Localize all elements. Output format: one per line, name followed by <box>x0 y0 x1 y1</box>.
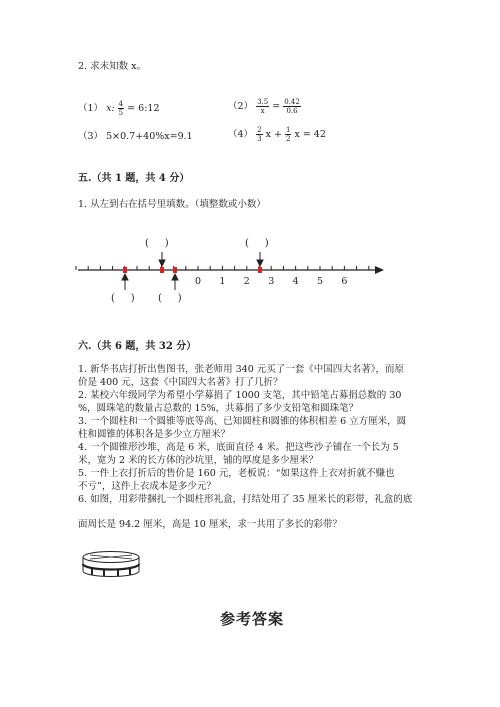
fraction: $\frac{0.42}{0.6}$ <box>284 98 300 115</box>
equation-text: x = 42 <box>294 129 326 140</box>
problem-line: 5. 一件上衣打折后的售价是 160 元，老板说：“如果这件上衣对折就不赚也 <box>78 468 395 479</box>
equation-label: （3） <box>78 131 104 142</box>
fraction: $\frac{3.5}{x}$ <box>257 98 269 115</box>
problem-line: 3. 一个圆柱和一个圆锥等底等高、已知圆柱和圆锥的体积相差 6 立方厘米，圆 <box>78 416 407 427</box>
tick-label: 2 <box>243 276 250 287</box>
fraction: $\frac{1}{2}$ <box>285 126 291 143</box>
equation-text: = 6:12 <box>127 103 160 114</box>
equation-text: = <box>272 101 281 112</box>
equation-label: （4） <box>228 129 254 140</box>
answer-blank-top-2[interactable]: ( ) <box>245 238 269 249</box>
problem-line: 2. 某校六年级同学为希望小学募捐了 1000 支笔，其中铅笔占募捐总数的 30 <box>78 390 402 401</box>
problem-line: 价是 400 元，这套《中国四大名著》打了几折？ <box>78 377 283 388</box>
equation-label: （1） <box>78 103 104 114</box>
problem-line: 6. 如图，用彩带捆扎一个圆柱形礼盒，打结处用了 35 厘米长的彩带，礼盒的底 <box>78 494 413 505</box>
problem-line: 米，宽为 2 米的长方体的沙坑里，铺的厚度是多少厘米？ <box>78 455 319 466</box>
question-2-title: 2. 求未知数 x。 <box>78 61 146 72</box>
pointer-arrows <box>122 252 263 290</box>
equation-label: （2） <box>228 101 254 112</box>
arrow-head-icon <box>375 266 384 274</box>
fraction: $\frac{2}{3}$ <box>257 126 262 143</box>
answer-blank-bottom-2[interactable]: ( ) <box>158 293 182 304</box>
equation-text: 5×0.7+40%x=9.1 <box>106 131 193 142</box>
tick-label: 3 <box>268 276 275 287</box>
problem-line: 柱和圆锥的体积各是多少立方厘米？ <box>78 429 231 440</box>
section-5-heading: 五.（共 1 题，共 4 分） <box>78 173 190 184</box>
tick-label: 4 <box>292 276 299 287</box>
problem-line: 1. 新华书店打折出售图书，张老师用 340 元买了一套《中国四大名著》，而原 <box>78 364 405 375</box>
problem-line: 面周长是 94.2 厘米，高是 10 厘米，求一共用了多长的彩带？ <box>78 519 342 530</box>
problem-line: 4. 一个圆锥形沙堆，高是 6 米，底面直径 4 米。把这些沙子铺在一个长为 5 <box>78 442 399 453</box>
answer-blank-top-1[interactable]: ( ) <box>145 238 169 249</box>
cylinder-gift-box-illustration <box>80 550 142 582</box>
answer-section-title: 参考答案 <box>220 610 285 628</box>
tick-label: 5 <box>317 276 324 287</box>
equation-text: x + <box>265 129 282 140</box>
fraction: $\frac{4}{5}$ <box>118 100 124 117</box>
answer-blank-bottom-1[interactable]: ( ) <box>111 293 135 304</box>
problem-line: %，圆珠笔的数量占总数的 15%，共募捐了多少支铅笔和圆珠笔？ <box>78 403 359 414</box>
problem-line: 不亏”，这件上衣成本是多少元？ <box>78 481 216 492</box>
tick-label: 1 <box>219 276 226 287</box>
equation-text: x: <box>106 103 115 114</box>
tick-label: 0 <box>195 276 202 287</box>
section-6-heading: 六.（共 6 题，共 32 分） <box>78 341 197 352</box>
tick-label: 6 <box>341 276 348 287</box>
section-5-question-1: 1. 从左到右在括号里填数。（填整数或小数） <box>78 199 266 210</box>
section-6-problems <box>78 363 412 506</box>
